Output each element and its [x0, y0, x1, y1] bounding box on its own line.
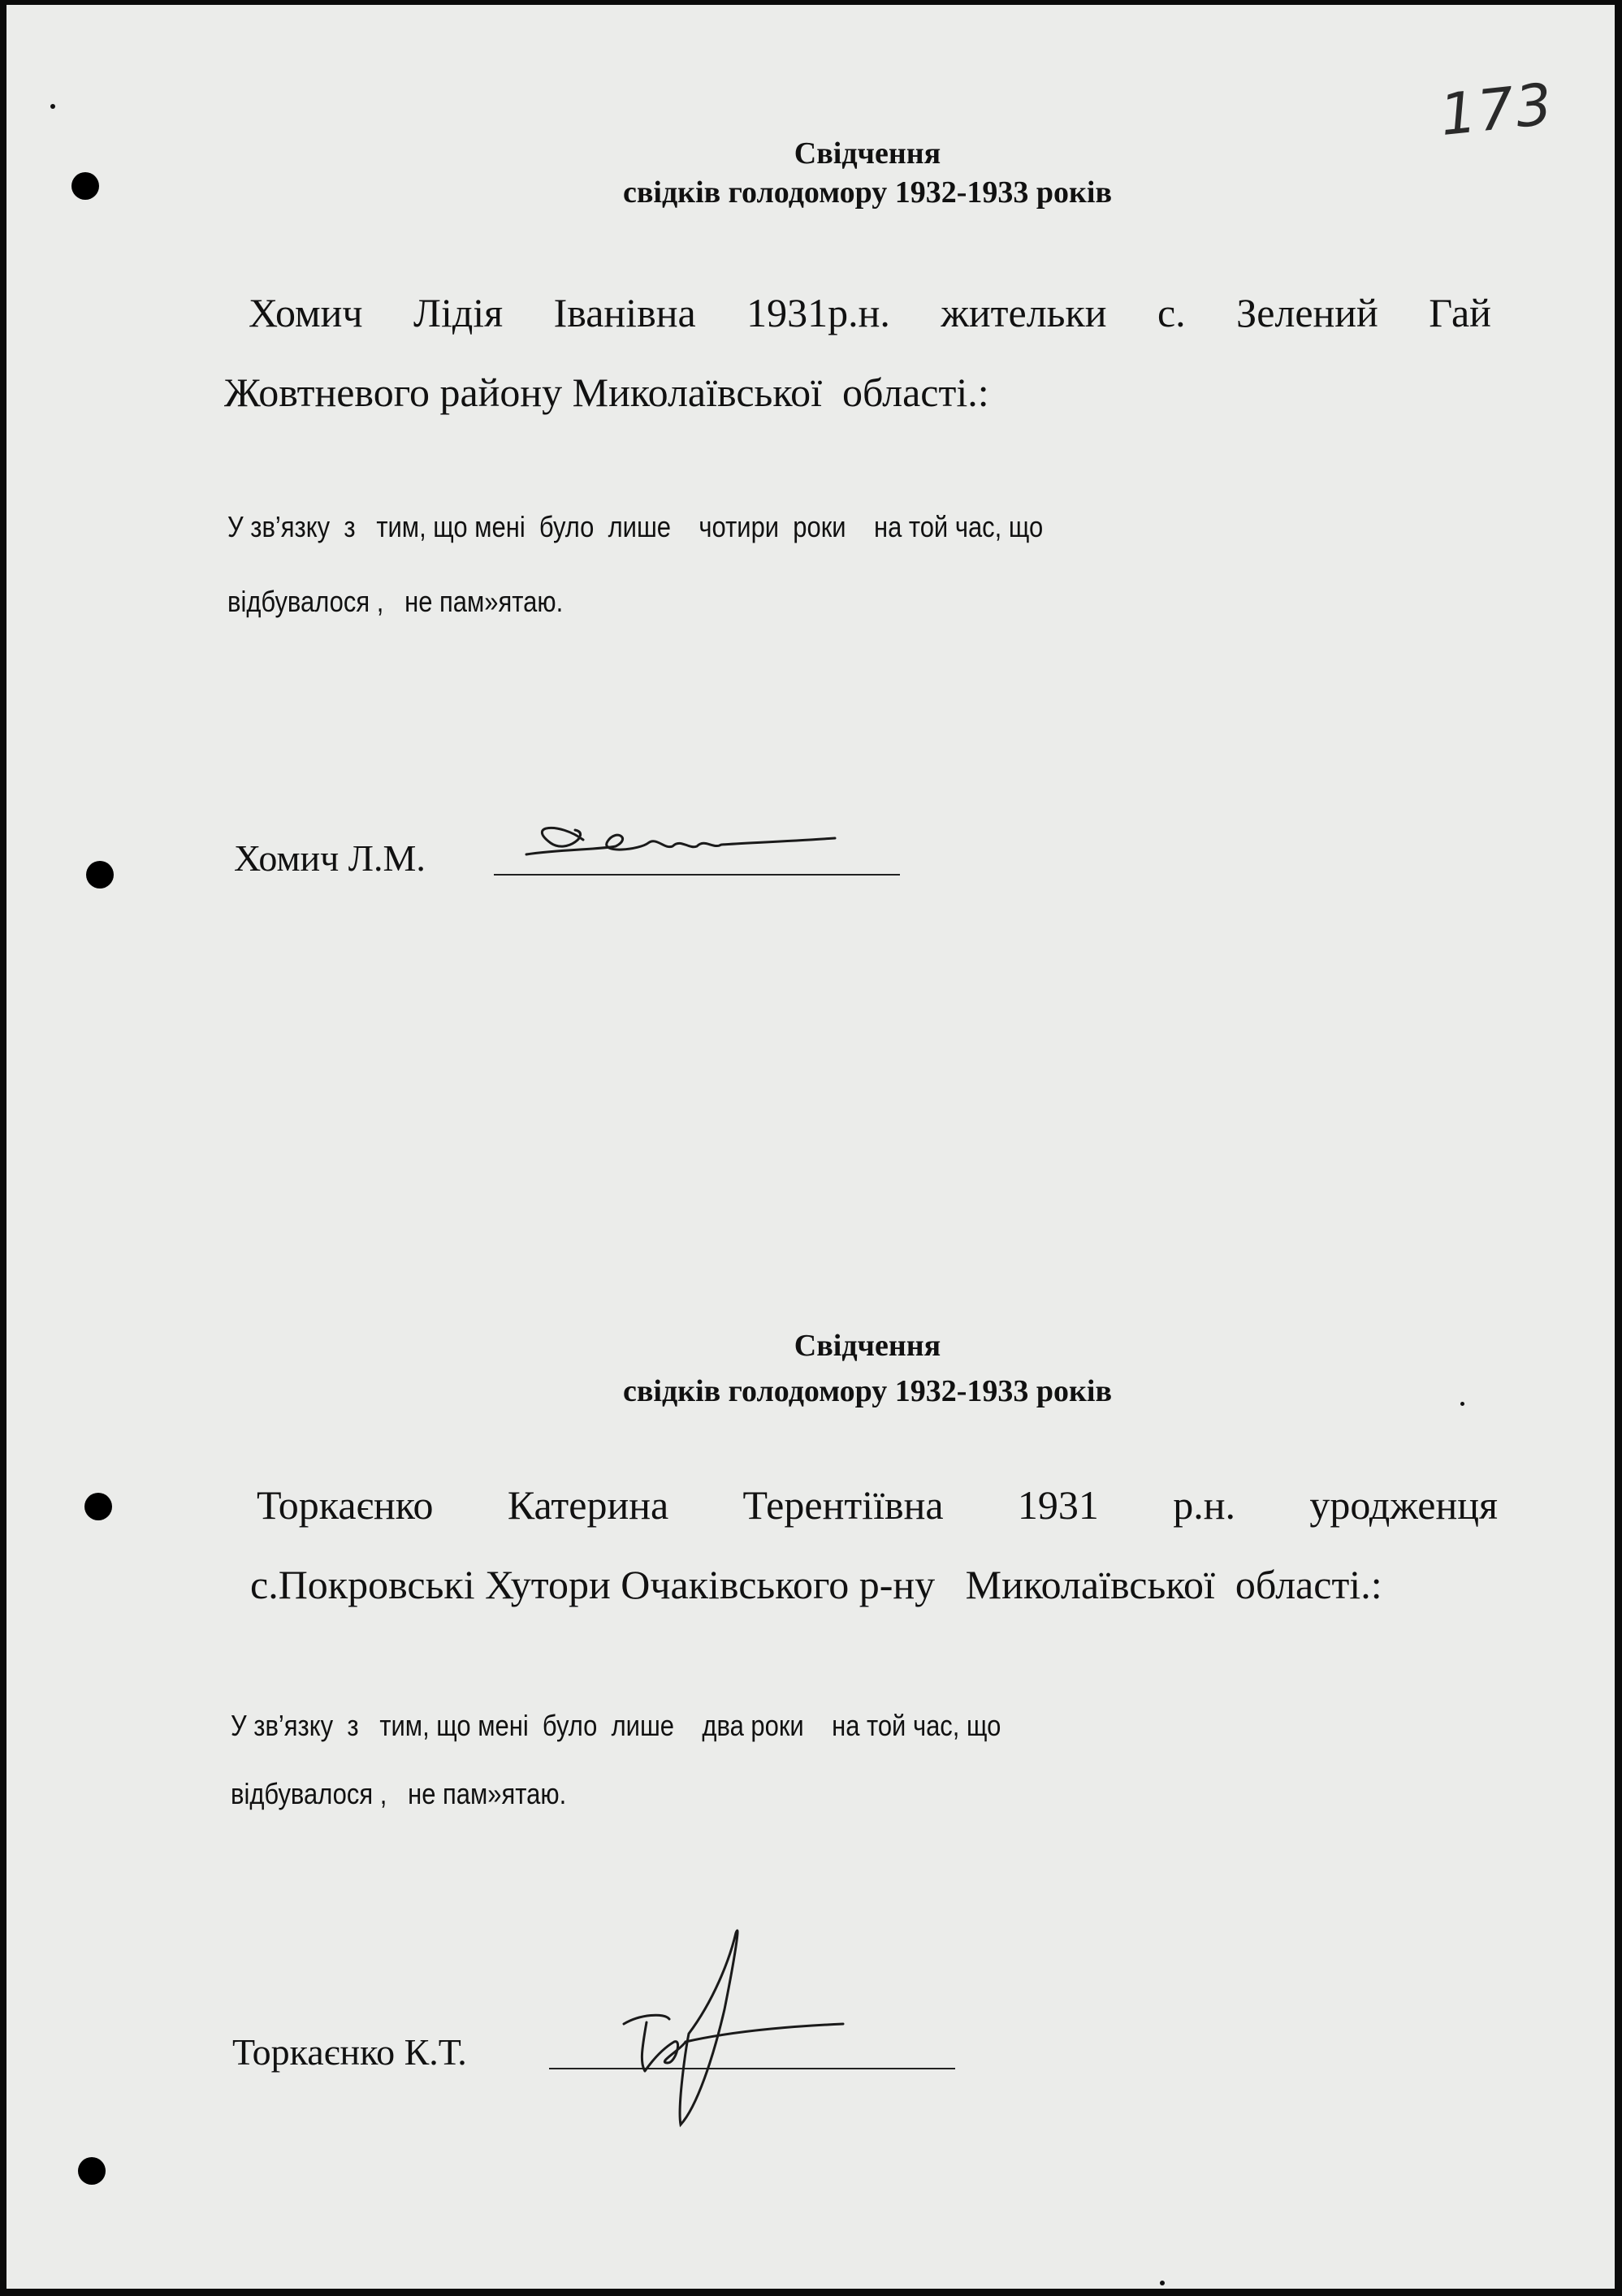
header-word: Катерина [507, 1482, 669, 1528]
testimony-2-body-line1: У зв’язку з тим, що мені було лише два роки на той час, що [231, 1709, 1001, 1742]
header-word: Терентіївна [742, 1482, 944, 1528]
testimony-2-subtitle: свідків голодомору 1932-1933 років [623, 1374, 1112, 1408]
header-word: жительки [941, 290, 1107, 335]
speck [50, 104, 55, 109]
speck [1160, 2281, 1165, 2285]
punch-hole [86, 861, 114, 889]
page-number: 173 [1437, 70, 1557, 149]
punch-hole [84, 1493, 112, 1520]
testimony-2-signature-name: Торкаєнко К.Т. [232, 2031, 467, 2073]
header-word: Хомич [249, 290, 363, 335]
header-word: с. [1157, 290, 1186, 335]
testimony-1-header-line1 [249, 289, 1491, 336]
signature-2 [608, 1912, 851, 2155]
testimony-1-title: Свідчення [794, 136, 941, 171]
header-word: Іванівна [553, 290, 696, 335]
testimony-2-header-line1 [257, 1481, 1498, 1529]
testimony-1-body-line1: У зв’язку з тим, що мені було лише чотири роки на той час, що [227, 510, 1044, 543]
header-word: Лідія [413, 290, 504, 335]
header-word: Гай [1429, 290, 1491, 335]
testimony-1-signature-name: Хомич Л.М. [234, 837, 426, 879]
document-page [6, 5, 1615, 2289]
testimony-1-header-line2: Жовтневого району Миколаївської області.: [224, 370, 989, 415]
testimony-1-subtitle: свідків голодомору 1932-1933 років [623, 175, 1112, 210]
punch-hole [78, 2157, 106, 2185]
header-word: Торкаєнко [257, 1482, 434, 1528]
header-word: Зелений [1236, 290, 1378, 335]
header-word: уродженця [1309, 1482, 1498, 1528]
testimony-1-body-line2: відбувалося , не пам»ятаю. [227, 585, 564, 618]
testimony-2-header-line2: с.Покровські Хутори Очаківського р-ну Миколаївської області.: [250, 1562, 1382, 1607]
header-word: 1931 [1017, 1482, 1099, 1528]
testimony-2-title: Свідчення [794, 1329, 941, 1363]
testimony-2-body-line2: відбувалося , не пам»ятаю. [231, 1777, 567, 1810]
header-word: 1931р.н. [746, 290, 890, 335]
signature-1 [478, 814, 900, 879]
header-word: р.н. [1173, 1482, 1236, 1528]
